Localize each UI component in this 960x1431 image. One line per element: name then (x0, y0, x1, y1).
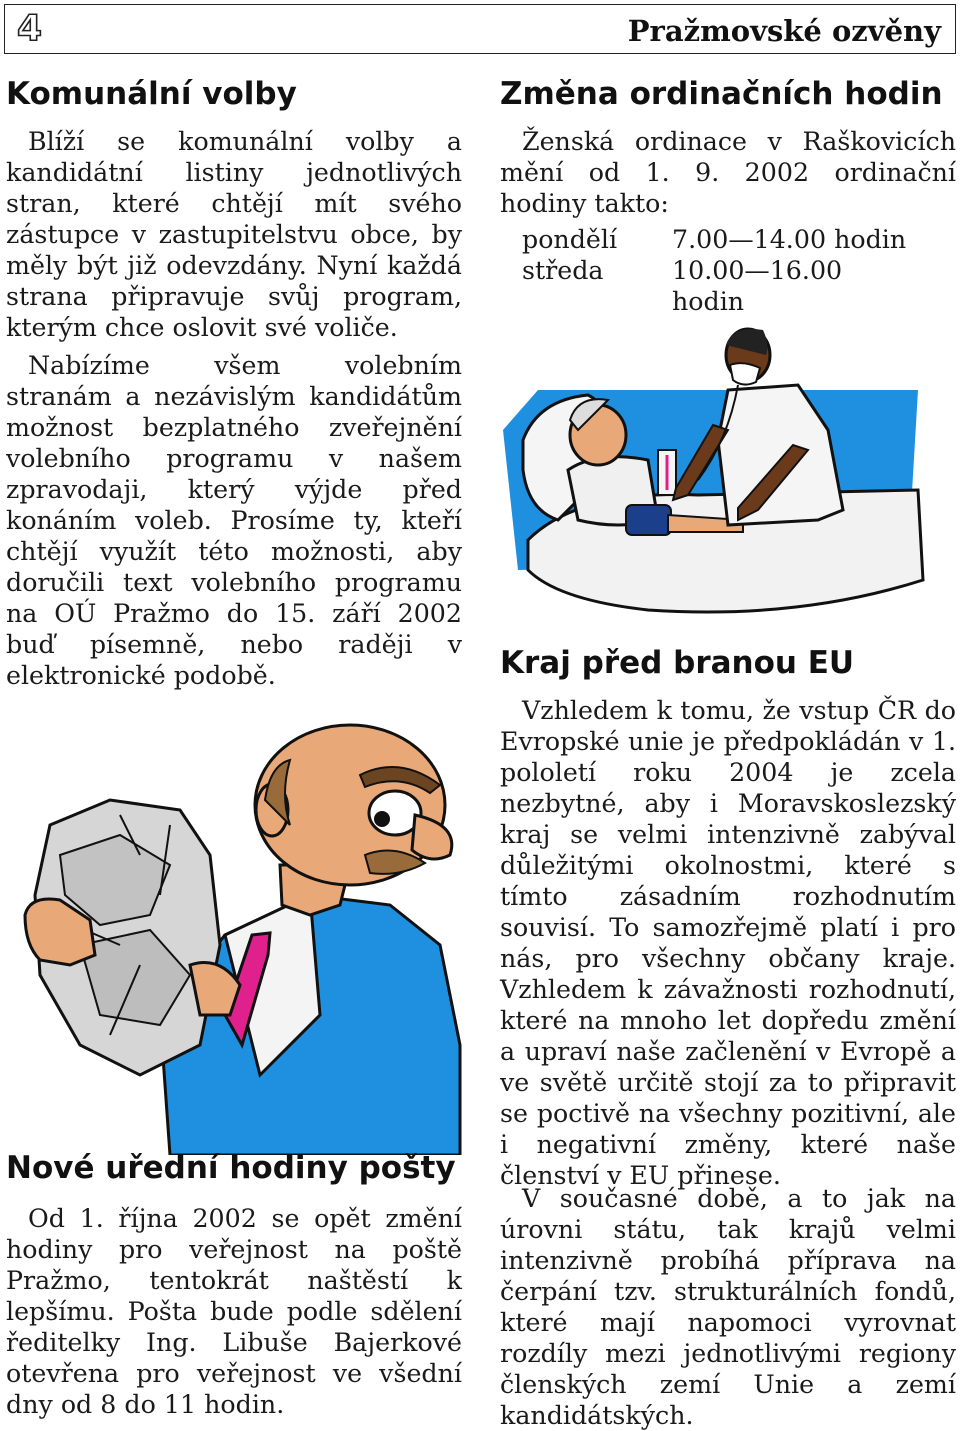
hours-time: 10.00—16.00 hodin (672, 256, 843, 316)
heading-ordinacni-hodiny: Změna ordinačních hodin (500, 76, 943, 112)
office-hours-table (522, 224, 922, 317)
komunalni-volby-paragraph-1: Blíží se komunální volby a kandidátní listiny jednotlivých stran, které chtějí mít svého zástupce v zastupitelstvu obce, by měly být již odevzdány. Nyní každá strana připravuje svůj program, kterým chce oslovit své voliče. (6, 127, 462, 342)
nurse-patient-illustration (498, 320, 928, 620)
page-number: 4 (17, 8, 43, 49)
hours-row (522, 224, 922, 255)
hours-day: středa (522, 256, 604, 285)
heading-posta: Nové uřední hodiny pošty (6, 1150, 456, 1186)
publication-title: Pražmovské ozvěny (627, 14, 941, 48)
heading-komunalni-volby: Komunální volby (6, 76, 297, 112)
hours-day: pondělí (522, 225, 618, 254)
posta-paragraph: Od 1. října 2002 se opět změní hodiny pro veřejnost na poště Pražmo, tentokrát naštěstí k lepšímu. Pošta bude podle sdělení ředitelky Ing. Libuše Bajerkové otevřena pro veřejnost ve všední dny od 8 do 11 hodin. (6, 1204, 462, 1419)
ordinace-paragraph: Ženská ordinace v Raškovicích mění od 1. 9. 2002 ordinační hodiny takto: (500, 127, 956, 218)
page-header (4, 4, 956, 54)
heading-kraj-eu: Kraj před branou EU (500, 645, 855, 681)
komunalni-volby-paragraph-2: Nabízíme všem volebním stranám a nezávislým kandidátům možnost bezplatného zveřejnění volebního programu v našem zpravodaji, který výjde před konáním voleb. Prosíme ty, kteří chtějí využít této možnosti, aby doručili text volebního programu na OÚ Pražmo do 15. září 2002 buď písemně, nebo raději v elektronické podobě. (6, 351, 462, 690)
kraj-eu-paragraph-1: Vzhledem k tomu, že vstup ČR do Evropské unie je předpokládán v 1. pololetí roku 2004 je zcela nezbytné, aby i Moravskoslezský kraj se velmi intenzivně zabýval důležitými okolnostmi, které s tímto zásadním rozhodnutím souvisí. To samozřejmě platí i pro nás, pro všechny občany kraje. Vzhledem k závažnosti rozhodnutí, které na mnoho let dopředu změní a upraví naše začlenění v Evropě a ve světě určitě stojí za to připravit se poctivě na všechny pozitivní, ale i negativní změny, které naše členství v EU přinese. (500, 696, 956, 1190)
hours-time: 7.00—14.00 hodin (672, 225, 907, 254)
man-with-papers-illustration (20, 715, 470, 1155)
kraj-eu-paragraph-2: V současné době, a to jak na úrovni státu, tak krajů velmi intenzivně probíhá příprava na čerpání tzv. strukturálních fondů, které mají napomoci vyrovnat rozdíly mezi jednotlivými regiony členských zemí Unie a zemí kandidátských. (500, 1184, 956, 1430)
hours-row (522, 255, 922, 317)
